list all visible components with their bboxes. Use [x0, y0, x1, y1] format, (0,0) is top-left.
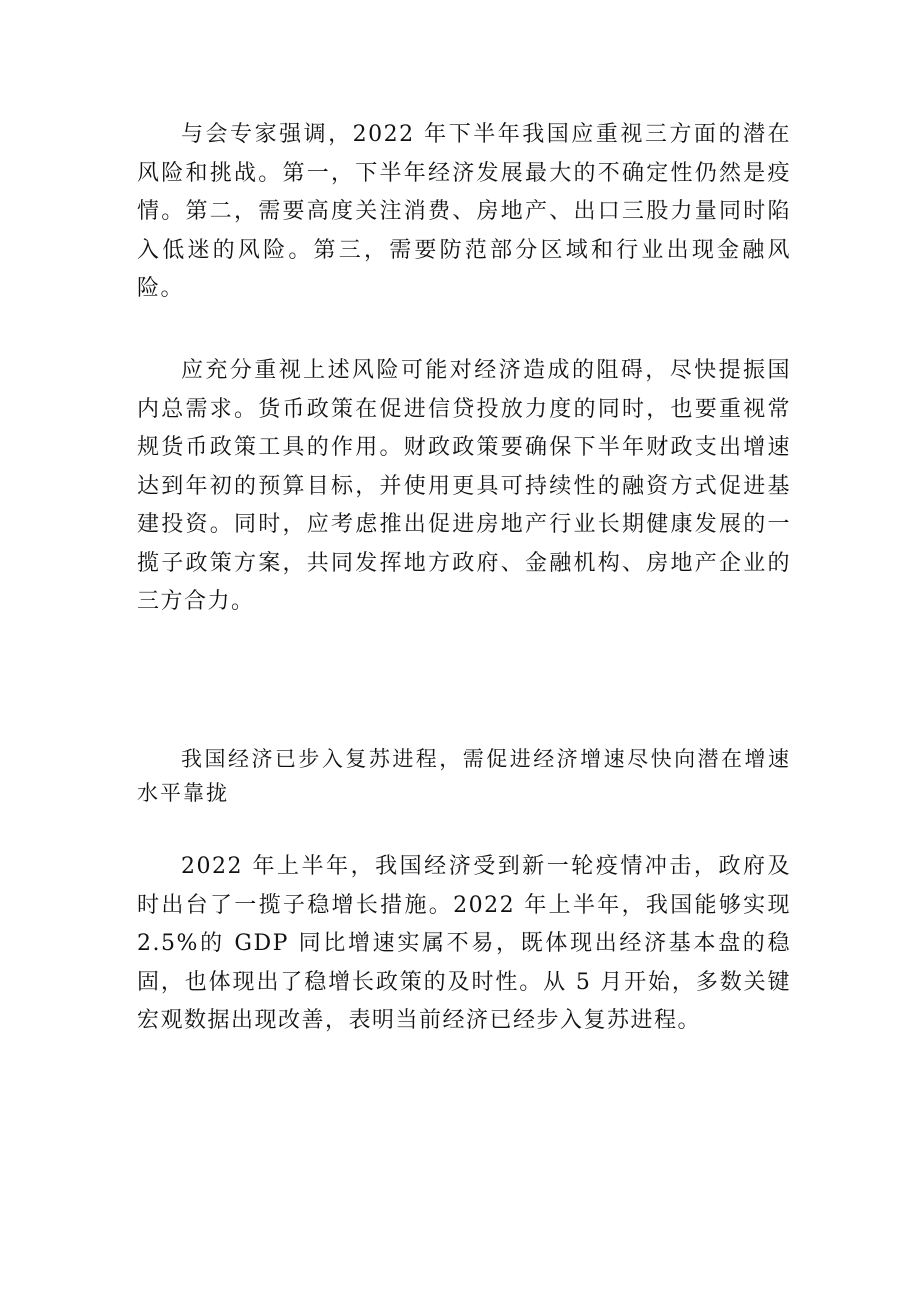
paragraph-expert-risks: 与会专家强调，2022 年下半年我国应重视三方面的潜在风险和挑战。第一，下半年经济发展最大的不确定性仍然是疫情。第二，需要高度关注消费、房地产、出口三股力量同时陷入低迷的风险。第三，需要防范部分区域和行业出现金融风险。 [137, 122, 791, 301]
paragraph-policy-recommendations: 应充分重视上述风险可能对经济造成的阻碍，尽快提振国内总需求。货币政策在促进信贷投放力度的同时，也要重视常规货币政策工具的作用。财政政策要确保下半年财政支出增速达到年初的预算目标，并使用更具可持续性的融资方式促进基建投资。同时，应考虑推出促进房地产行业长期健康发展的一揽子政策方案，共同发挥地方政府、金融机构、房地产企业的三方合力。 [137, 358, 791, 614]
paragraph-recovery: 2022 年上半年，我国经济受到新一轮疫情冲击，政府及时出台了一揽子稳增长措施。2022 年上半年，我国能够实现 2.5%的 GDP 同比增速实属不易，既体现出经济基本盘的稳固，也体现出了稳增长政策的及时性。从 5 月开始，多数关键宏观数据出现改善，表明当前经济已经步入复苏进程。 [137, 854, 791, 1033]
section-heading: 我国经济已步入复苏进程，需促进经济增速尽快向潜在增速水平靠拢 [137, 747, 791, 805]
